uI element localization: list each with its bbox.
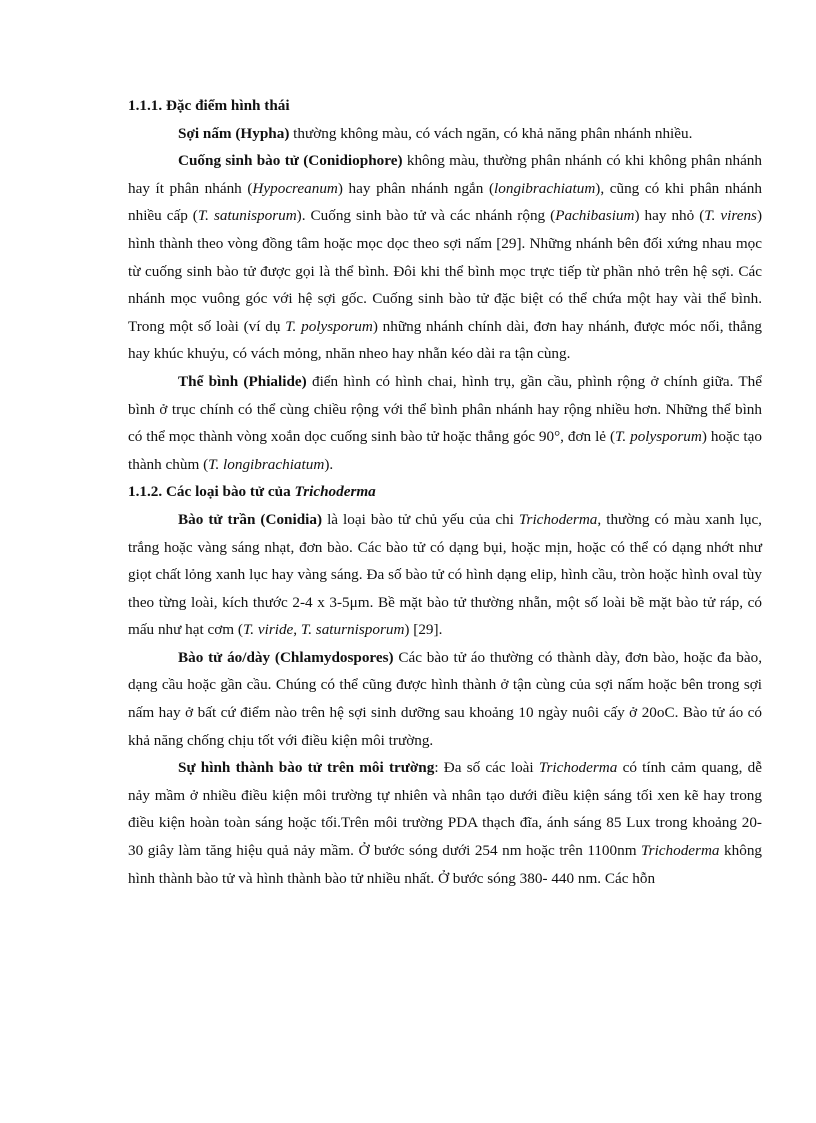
- term-sporulation: Sự hình thành bào tử trên môi trường: [178, 759, 435, 777]
- term-conidiophore: Cuống sinh bào tử (Conidiophore): [178, 152, 403, 170]
- section-heading-spore-types: 1.1.2. Các loại bào tử của Trichoderma: [128, 483, 376, 501]
- paragraph-phialide: Thể bình (Phialide) điển hình có hình chai, hình trụ, gần cầu, phình rộng ở chính giữa. Thể bình ở trục chính có thể cùng chiều rộng với thể bình phân nhánh hay rộng nhiều hơn. Những thể bình có thể mọc thành vòng xoắn dọc cuống sinh bào tử hoặc thẳng góc 90°, đơn lẻ (T. polysporum) hoặc tạo thành chùm (T. longibrachiatum).: [128, 372, 762, 473]
- section-heading-morphology: 1.1.1. Đặc điểm hình thái: [128, 97, 290, 114]
- paragraph-conidiophore: Cuống sinh bào tử (Conidiophore) không màu, thường phân nhánh có khi không phân nhánh hay ít phân nhánh (Hypocreanum) hay phân nhánh ngắn (longibrachiatum), cũng có khi phân nhánh nhiều cấp (T. satunisporum). Cuống sinh bào tử và các nhánh rộng (Pachibasium) hay nhỏ (T. virens) hình thành theo vòng đồng tâm hoặc mọc dọc theo sợi nấm [29]. Những nhánh bên đối xứng nhau mọc từ cuống sinh bào tử được gọi là thể bình. Đôi khi thể bình mọc trực tiếp từ phần nhỏ trên hệ sợi. Các nhánh mọc vuông góc với hệ sợi gốc. Cuống sinh bào tử đặc biệt có thể chứa một hay vài thể bình. Trong một số loài (ví dụ T. polysporum) những nhánh chính dài, đơn hay nhánh, được móc nối, thẳng hay khúc khuỷu, có vách mỏng, nhăn nheo hay nhẵn kéo dài ra tận cùng.: [128, 152, 763, 363]
- term-conidia: Bào tử trần (Conidia): [178, 510, 323, 528]
- term-phialide: Thể bình (Phialide): [178, 372, 307, 390]
- term-chlamydospores: Bào tử áo/dày (Chlamydospores): [178, 648, 394, 666]
- paragraph-conidia: Bào tử trần (Conidia) là loại bào tử chủ yếu của chi Trichoderma, thường có màu xanh lục, trắng hoặc vàng sáng nhạt, đơn bào. Các bào tử có dạng bụi, hoặc mịn, hoặc có thể có dạng nhớt như giọt chất lỏng xanh lục hay vàng sáng. Đa số bào tử có hình dạng elip, hình cầu, tròn hoặc hình oval tùy theo từng loài, kích thước 2-4 x 3-5μm. Bề mặt bào tử thường nhẵn, một số loài bề mặt bào tử ráp, có mấu như hạt cơm (T. viride, T. saturnisporum) [29].: [128, 510, 762, 639]
- term-hypha: Sợi nấm (Hypha): [178, 124, 290, 142]
- paragraph-chlamydospores: Bào tử áo/dày (Chlamydospores) Các bào tử áo thường có thành dày, đơn bào, hoặc đa bào, dạng cầu hoặc gần cầu. Chúng có thể cũng được hình thành ở tận cùng của sợi nấm hoặc bên trong sợi nấm hay ở bất cứ điểm nào trên hệ sợi sinh dưỡng sau khoảng 10 ngày nuôi cấy ở 20oC. Bào tử áo có khả năng chống chịu tốt với điều kiện môi trường.: [128, 648, 762, 749]
- paragraph-sporulation: Sự hình thành bào tử trên môi trường: Đa số các loài Trichoderma có tính cảm quang, dễ nảy mầm ở nhiều điều kiện môi trường tự nhiên và nhân tạo dưới điều kiện sáng tối xen kẽ hay trong điều kiện hoàn toàn sáng hoặc tối.Trên môi trường PDA thạch đĩa, ánh sáng 85 Lux trong khoảng 20- 30 giây làm tăng hiệu quả nảy mầm. Ở bước sóng dưới 254 nm hoặc trên 1100nm Trichoderma không hình thành bào tử và hình thành bào tử nhiều nhất. Ở bước sóng 380- 440 nm. Các hỗn: [128, 759, 763, 887]
- document-page: [128, 92, 762, 892]
- paragraph-hypha: Sợi nấm (Hypha) thường không màu, có vách ngăn, có khả năng phân nhánh nhiều.: [178, 124, 693, 142]
